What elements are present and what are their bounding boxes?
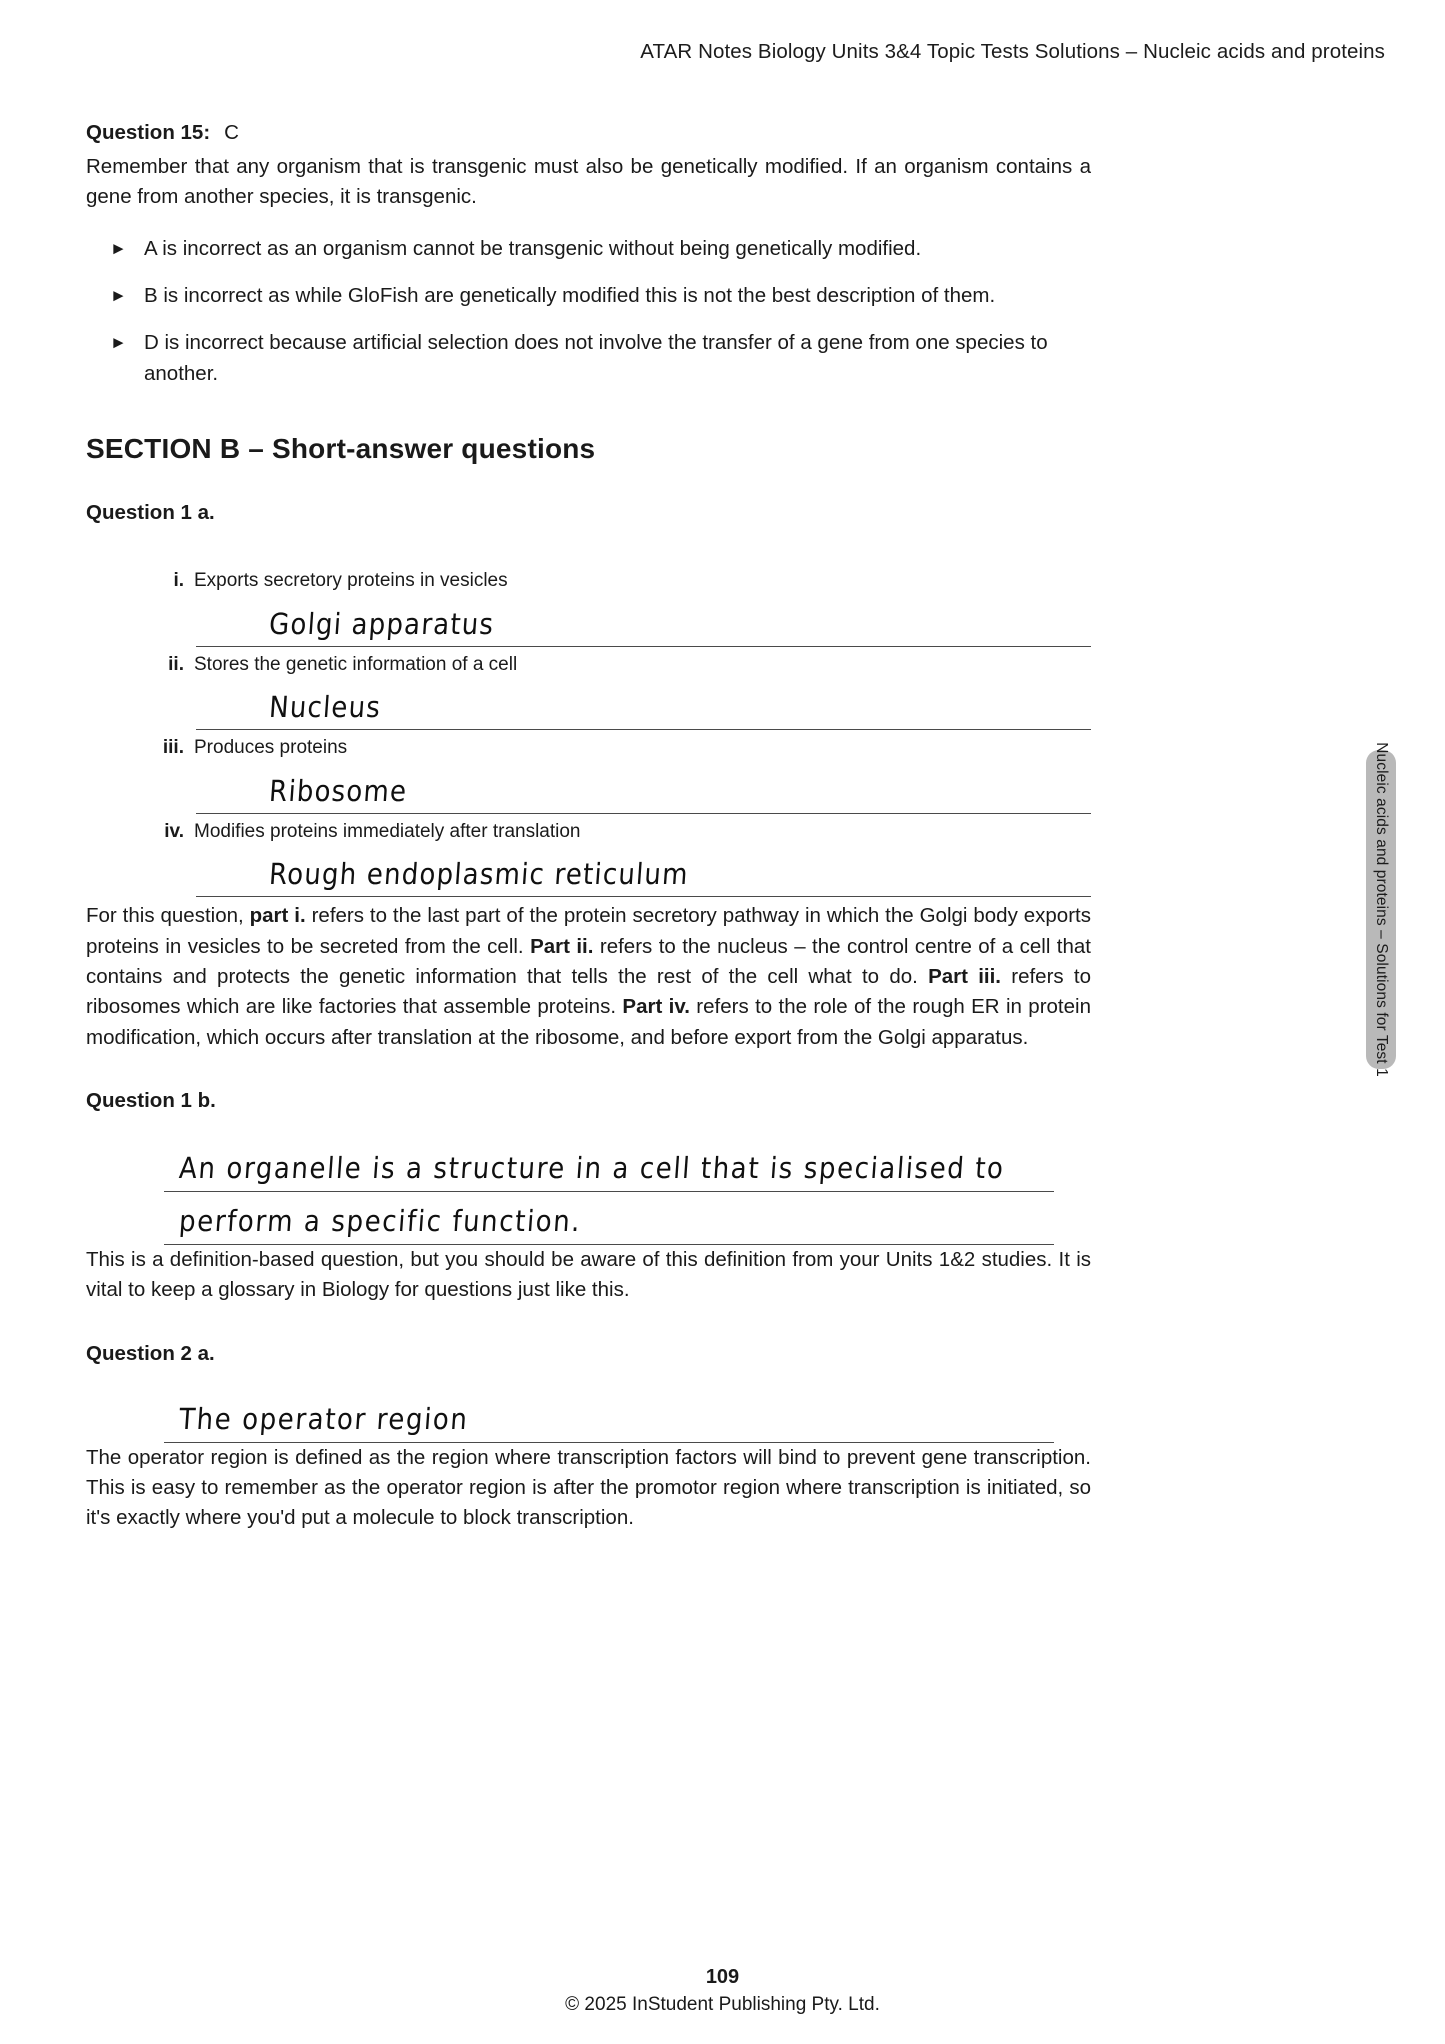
question-1b-explanation: This is a definition-based question, but you should be aware of this definition from your Units 1&2 studies. It is vital to keep a glossary in Biology for questions just like this. xyxy=(86,1248,1091,1302)
roman-row xyxy=(86,734,1091,763)
list-item xyxy=(86,328,1091,390)
list-item-text: A is incorrect as an organism cannot be transgenic without being genetically modified. xyxy=(144,237,922,261)
question-15-bullet-list xyxy=(86,234,1091,389)
question-2a-label: Question 2 a. xyxy=(86,1341,215,1365)
question-15-explanation: Remember that any organism that is transgenic must also be genetically modified. If an organism contains a gene from another species, it is transgenic. xyxy=(86,154,1091,209)
question-2a-explanation: The operator region is defined as the region where transcription factors will bind to prevent gene transcription. This is easy to remember as the operator region is after the promotor region where transcription is initiated, so it's exactly where you'd put a molecule to block transcription. xyxy=(86,1445,1091,1530)
roman-prompt: Modifies proteins immediately after translation xyxy=(194,820,581,842)
list-item-text: B is incorrect as while GloFish are genetically modified this is not the best description of them. xyxy=(144,284,996,308)
roman-prompt: Produces proteins xyxy=(194,737,348,759)
handwritten-answer: Nucleus xyxy=(268,691,383,726)
inline-bold-text: Part iii. xyxy=(928,965,1001,989)
running-header: ATAR Notes Biology Units 3&4 Topic Tests Solutions – Nucleic acids and proteins xyxy=(640,40,1385,63)
question-15-label: Question 15: xyxy=(86,121,211,144)
inline-bold-text: part i. xyxy=(249,904,306,928)
triangle-bullet-icon: ► xyxy=(110,332,127,352)
list-item xyxy=(86,734,1091,814)
handwritten-answer: Golgi apparatus xyxy=(268,608,496,642)
handwritten-answer: An organelle is a structure in a cell that is specialised to xyxy=(178,1152,1006,1187)
list-item xyxy=(86,818,1091,898)
roman-row xyxy=(86,818,1091,847)
inline-text: refers to the nucleus – the control centre of a cell that contains and protects the genetic information that tells the rest of the cell what to do. xyxy=(86,934,1091,989)
answer-line xyxy=(196,852,1091,897)
inline-text: refers to the role of the rough ER in protein modification, which occurs after translation at the ribosome, and before export from the Golgi apparatus. xyxy=(86,995,1091,1049)
question-15-answer: C xyxy=(224,121,239,144)
roman-numeral: iii. xyxy=(162,737,184,759)
answer-line xyxy=(196,602,1091,647)
question-15-heading xyxy=(86,118,1091,148)
page-content xyxy=(86,118,1091,1534)
roman-prompt: Exports secretory proteins in vesicles xyxy=(194,570,508,592)
roman-numeral: iv. xyxy=(164,820,184,842)
roman-prompt: Stores the genetic information of a cell xyxy=(194,653,518,675)
list-item xyxy=(86,281,1091,312)
question-1a-explanation xyxy=(86,901,1091,1053)
handwritten-answer: Ribosome xyxy=(268,775,409,809)
roman-row xyxy=(86,567,1091,596)
list-item xyxy=(86,651,1091,731)
answer-line xyxy=(164,1390,1054,1443)
page-number: 109 xyxy=(705,1966,740,1988)
question-1a-label: Question 1 a. xyxy=(86,501,215,525)
answer-line xyxy=(196,685,1091,730)
question-1b-label: Question 1 b. xyxy=(86,1089,216,1113)
list-item-text: D is incorrect because artificial selection does not involve the transfer of a gene from one species to another. xyxy=(144,330,1048,385)
inline-text: refers to ribosomes which are like factories that assemble proteins. xyxy=(86,965,1091,1019)
copyright-notice: © 2025 InStudent Publishing Pty. Ltd. xyxy=(565,1994,880,2015)
handwritten-answer: Rough endoplasmic reticulum xyxy=(268,858,690,893)
inline-text: refers to the last part of the protein secretory pathway in which the Golgi body exports proteins in vesicles to be secreted from the cell. xyxy=(86,904,1091,958)
handwritten-answer: perform a specific function. xyxy=(178,1205,583,1240)
question-1a-item-list xyxy=(86,567,1091,897)
handwritten-answer: The operator region xyxy=(178,1403,470,1437)
page-footer xyxy=(0,1966,1445,2016)
question-2a-answer-block xyxy=(164,1390,1054,1443)
list-item xyxy=(86,234,1091,265)
inline-bold-text: Part ii. xyxy=(530,934,594,958)
triangle-bullet-icon: ► xyxy=(110,286,127,306)
answer-line xyxy=(164,1139,1054,1192)
inline-bold-text: Part iv. xyxy=(622,995,690,1019)
roman-numeral: ii. xyxy=(168,653,184,675)
roman-row xyxy=(86,651,1091,680)
answer-line xyxy=(196,769,1091,814)
roman-numeral: i. xyxy=(173,570,184,592)
triangle-bullet-icon: ► xyxy=(110,239,127,259)
section-b-heading: SECTION B – Short-answer questions xyxy=(86,433,596,465)
side-tab-label: Nucleic acids and proteins – Solutions for Test 1 xyxy=(1373,742,1390,1077)
inline-text: For this question, xyxy=(86,904,250,928)
question-1b-answer-block xyxy=(164,1139,1054,1245)
answer-line xyxy=(164,1192,1054,1245)
list-item xyxy=(86,567,1091,647)
